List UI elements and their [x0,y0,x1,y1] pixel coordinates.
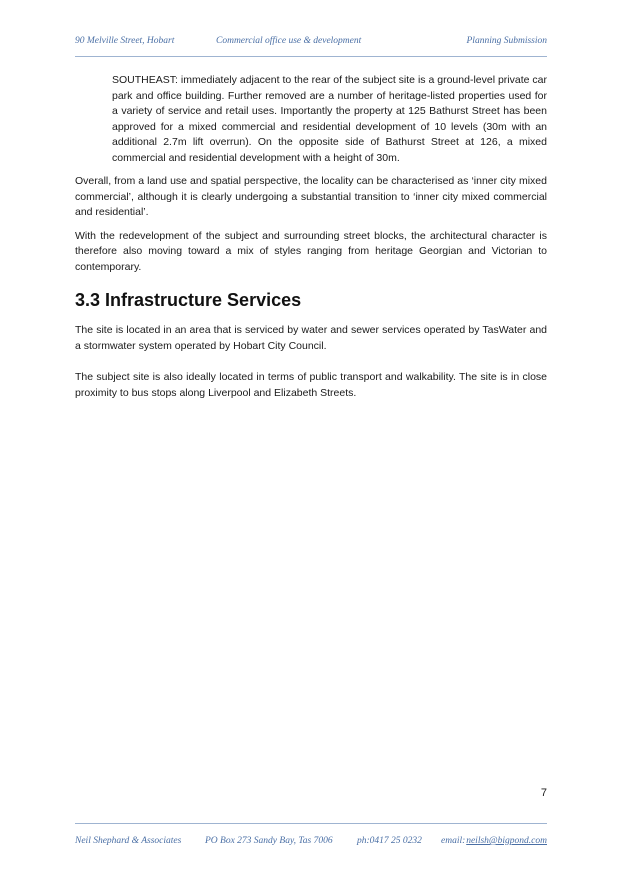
footer-email-link[interactable]: neilsh@bigpond.com [466,836,547,846]
section-heading: 3.3 Infrastructure Services [75,290,302,310]
footer-row [75,836,547,850]
page-number: 7 [540,787,547,799]
transport-paragraph: The subject site is also ideally located in terms of public transport and walkability. The site is in close proximity to bus stops along Liverpool and Elizabeth Streets. [75,371,547,399]
footer-email-label: email: [441,836,466,846]
header-divider [75,56,547,57]
footer-phone: ph:0417 25 0232 [357,836,422,846]
services-paragraph: The site is located in an area that is serviced by water and sewer services operated by TasWater and a stormwater system operated by Hobart City Council. [75,324,547,352]
redevelopment-paragraph: With the redevelopment of the subject and surrounding street blocks, the architectural character is therefore also moving toward a mix of styles ranging from heritage Georgian and Victorian to contemporary. [75,229,547,273]
header-row [75,36,547,50]
page-content [75,73,547,409]
southeast-paragraph: SOUTHEAST: immediately adjacent to the rear of the subject site is a ground-level private car park and office building. Further removed are a number of heritage-listed properties used for a variety of service and retail uses. Importantly the property at 125 Bathurst Street has been approved for a mixed commercial and residential development of 10 levels (30m with an additional 2.7m lift overrun). On the opposite side of Bathurst Street at 126, a mixed commercial and residential development with a height of 30m. [112,74,547,164]
page-header [75,36,547,50]
footer-po-box: PO Box 273 Sandy Bay, Tas 7006 [205,836,333,846]
footer-company: Neil Shephard & Associates [75,836,182,846]
page-footer [75,836,547,850]
header-project: Commercial office use & development [216,36,362,46]
footer-divider [75,823,547,824]
header-document-type: Planning Submission [466,36,547,46]
header-address: 90 Melville Street, Hobart [75,36,175,46]
overall-paragraph: Overall, from a land use and spatial perspective, the locality can be characterised as ‘inner city mixed commercial’, although it is clearly undergoing a substantial transition to ‘inner city mixed commercial and residential’. [75,175,547,218]
